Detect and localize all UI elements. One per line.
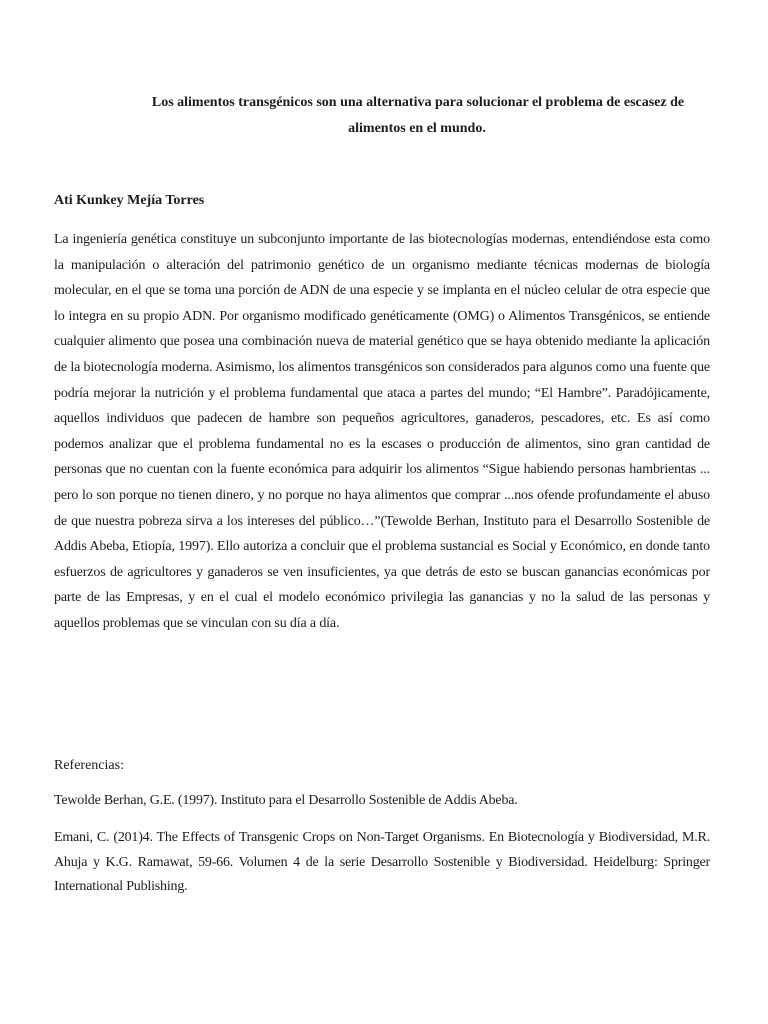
reference-item: Tewolde Berhan, G.E. (1997). Instituto para el Desarrollo Sostenible de Addis Abeba. xyxy=(54,793,518,808)
reference-item: Emani, C. (201)4. The Effects of Transgenic Crops on Non-Target Organisms. En Biotecnología y Biodiversidad, M.R. Ahuja y K.G. Ramawat, 59-66. Volumen 4 de la serie Desarrollo Sostenible y Biodiversidad. Heidelburg: Springer International Publishing. xyxy=(54,830,710,894)
references-heading: Referencias: xyxy=(54,758,124,773)
document-title xyxy=(54,90,714,142)
title-line-1: Los alimentos transgénicos son una alternativa para solucionar el problema de escasez de xyxy=(151,95,685,110)
author-name: Ati Kunkey Mejía Torres xyxy=(54,193,205,208)
body-paragraph: La ingeniería genética constituye un subconjunto importante de las biotecnologías modernas, entendiéndose esta como la manipulación o alteración del patrimonio genético de un organismo mediante técnicas modernas de biología molecular, en el que se toma una porción de ADN de una especie y se implanta en el núcleo celular de otra especie que lo integra en su propio ADN. Por organismo modificado genéticamente (OMG) o Alimentos Transgénicos, se entiende cualquier alimento que posea una combinación nueva de material genético que se haya obtenido mediante la aplicación de la biotecnología moderna. Asimismo, los alimentos transgénicos son considerados para algunos como una fuente que podría mejorar la nutrición y el problema fundamental que ataca a partes del mundo; “El Hambre”. Paradójicamente, aquellos individuos que padecen de hambre son pequeños agricultores, ganaderos, pescadores, etc. Es así como podemos analizar que el problema fundamental no es la escases o producción de alimentos, sino gran cantidad de personas que no cuentan con la fuente económica para adquirir los alimentos “Sigue habiendo personas hambrientas ... pero lo son porque no tienen dinero, y no porque no haya alimentos que comprar ...nos ofende profundamente el abuso de que nuestra pobreza sirva a los intereses del público…”(Tewolde Berhan, Instituto para el Desarrollo Sostenible de Addis Abeba, Etiopía, 1997). Ello autoriza a concluir que el problema sustancial es Social y Económico, en donde tanto esfuerzos de agricultores y ganaderos se ven insuficientes, ya que detrás de esto se buscan ganancias económicas por parte de las Empresas, y en el cual el modelo económico privilegia las ganancias y no la salud de las personas y aquellos problemas que se vinculan con su día a día. xyxy=(54,232,710,631)
title-line-2: alimentos en el mundo. xyxy=(348,121,486,136)
